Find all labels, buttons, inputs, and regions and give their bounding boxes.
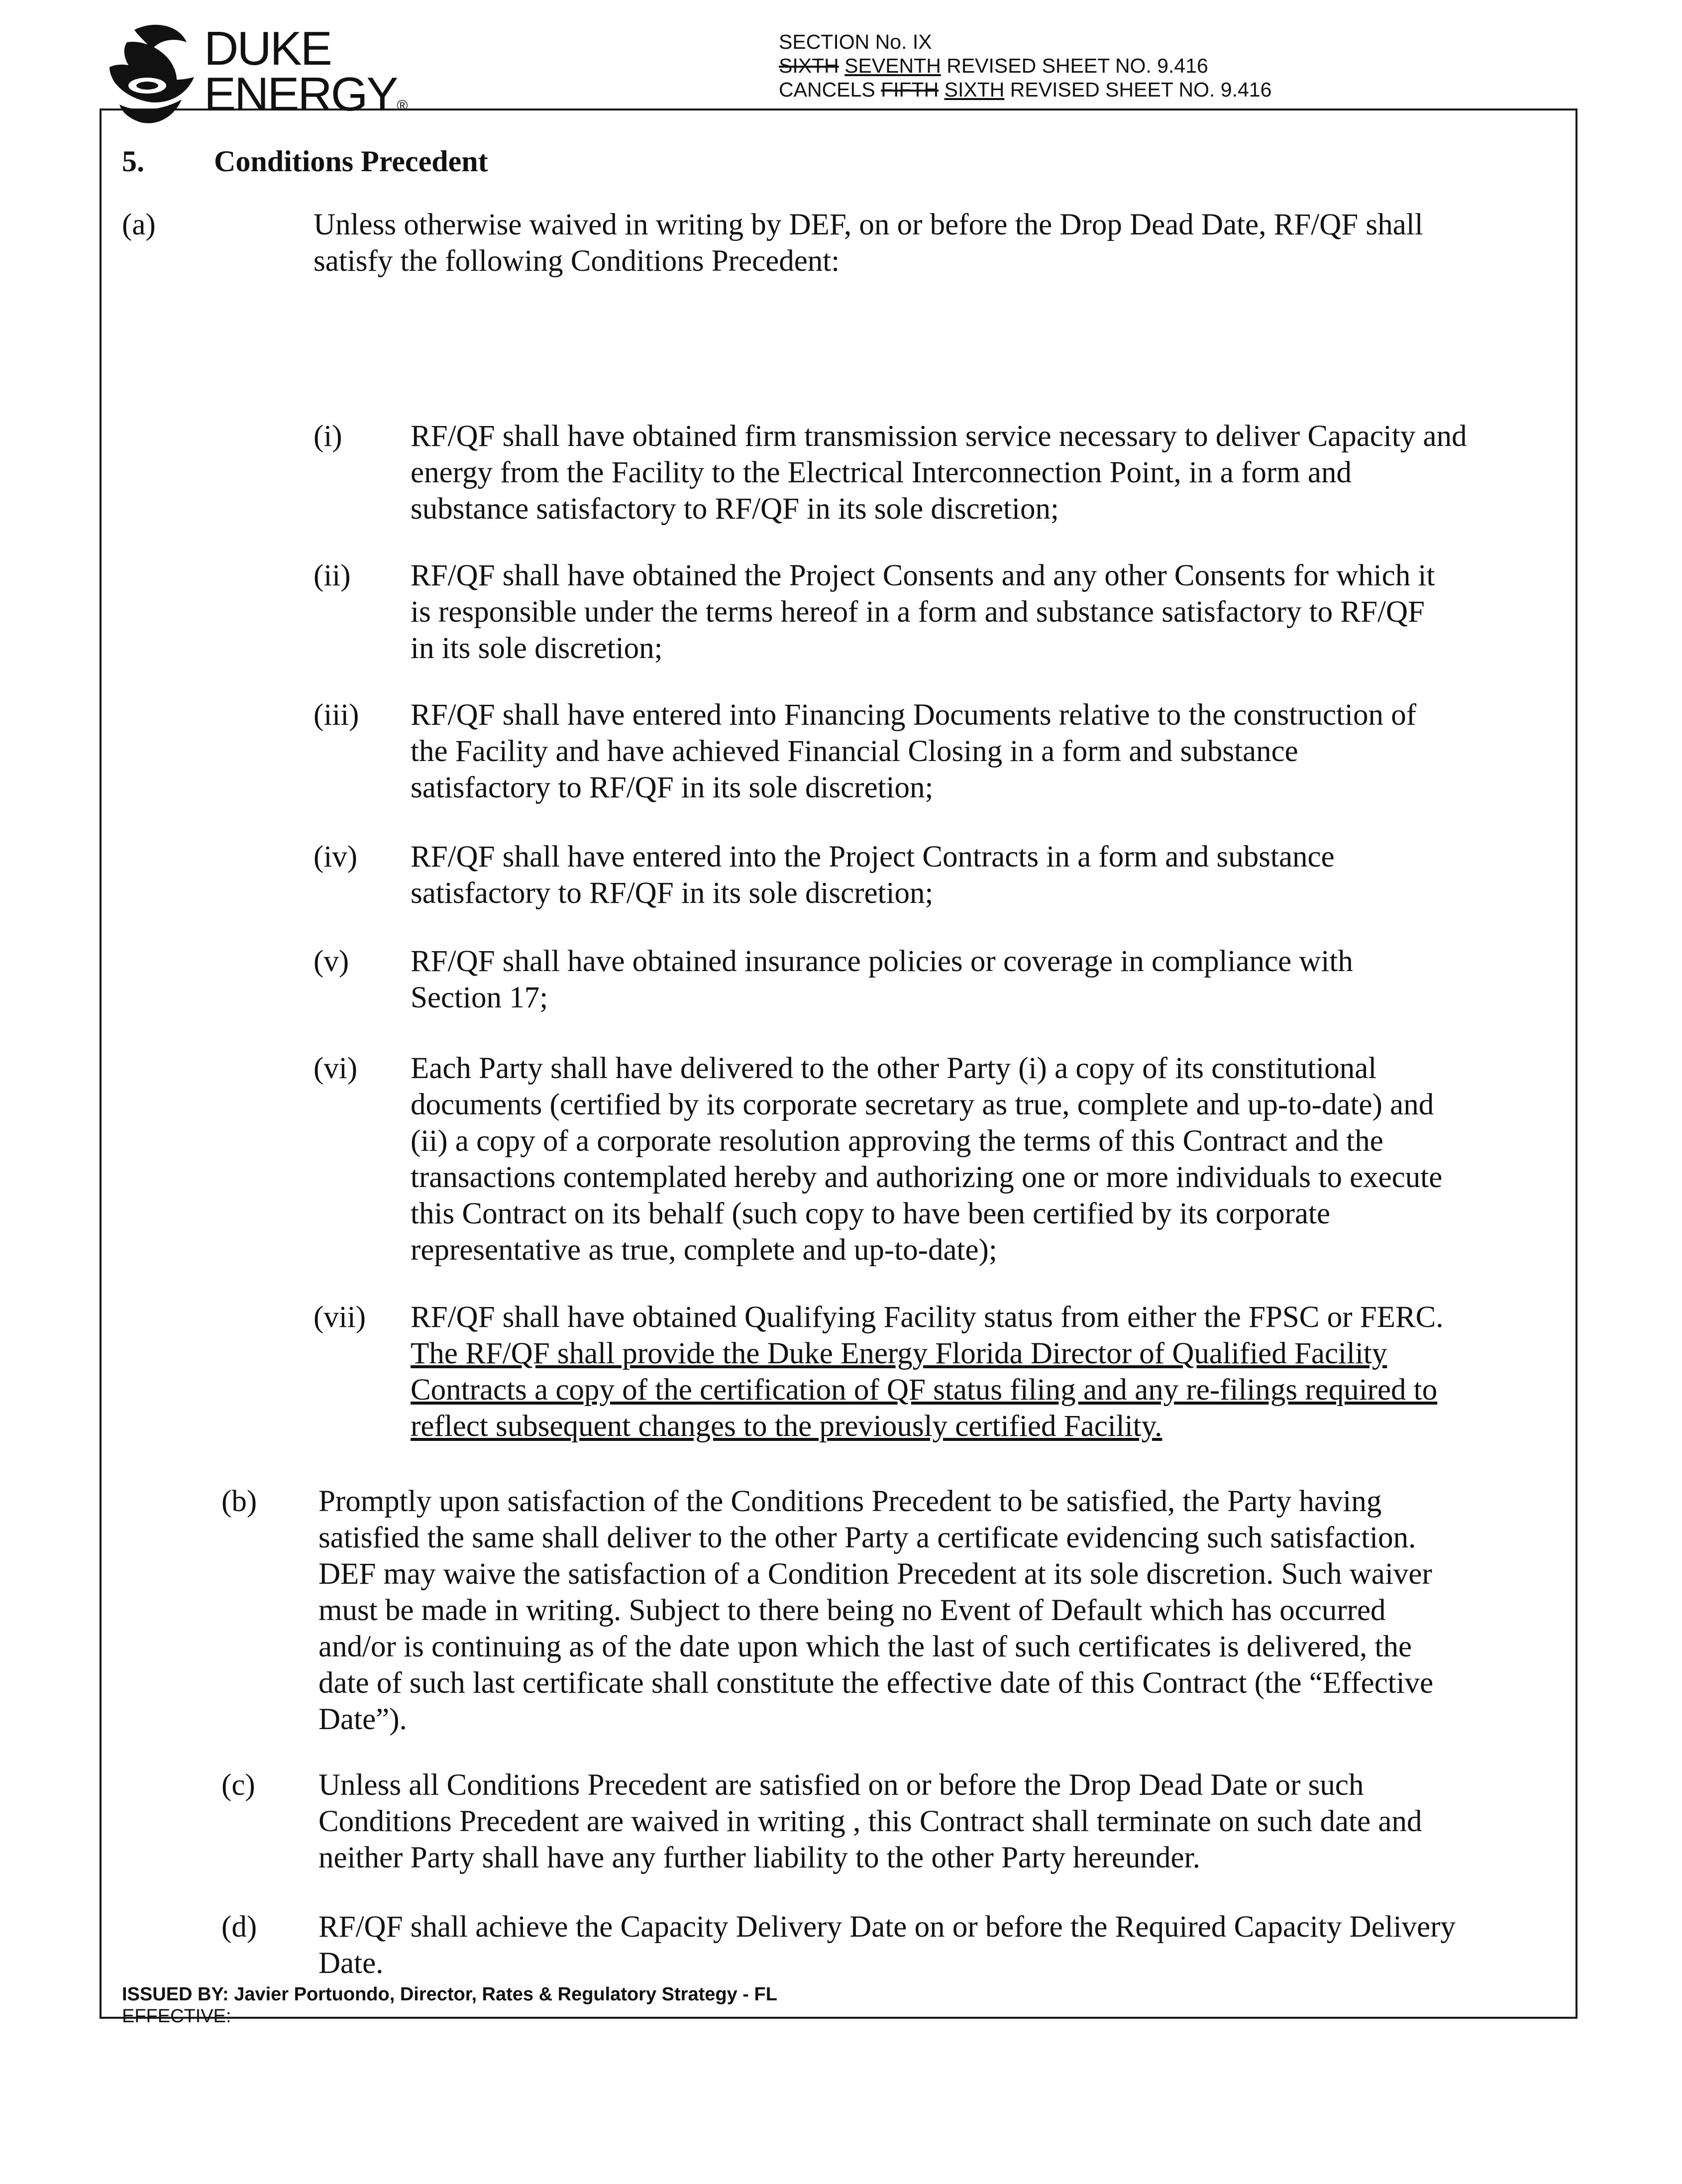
cancels-prefix: CANCELS — [779, 78, 875, 101]
item-ii-text: RF/QF shall have obtained the Project Consents and any other Consents for which it is responsible under the terms hereof in a form and substance satisfactory to RF/QF in its sole discretion; — [411, 559, 1435, 665]
item-vi-label: (vi) — [314, 1052, 358, 1085]
item-i-label: (i) — [314, 420, 342, 453]
cancels-rest: REVISED SHEET NO. 9.416 — [1010, 78, 1272, 101]
clause-d-text: RF/QF shall achieve the Capacity Delivery Date on or before the Required Capacity Delivery Date. — [318, 1910, 1456, 1980]
footer — [122, 1983, 777, 2027]
sheet-rest: REVISED SHEET NO. 9.416 — [946, 54, 1208, 77]
duke-energy-flame-icon — [100, 20, 199, 134]
clause-c-text: Unless all Conditions Precedent are satisfied on or before the Drop Dead Date or such Conditions Precedent are waived in writing , this Contract shall terminate on such date and neither Party shall have any further liability to the other Party hereunder. — [318, 1768, 1422, 1874]
new-sheet-ordinal: SEVENTH — [844, 54, 941, 77]
section-number: SECTION No. IX — [779, 30, 932, 53]
item-v-label: (v) — [314, 945, 349, 978]
item-v-text: RF/QF shall have obtained insurance policies or coverage in compliance with Section 17; — [411, 945, 1353, 1014]
clause-b-text: Promptly upon satisfaction of the Conditions Precedent to be satisfied, the Party having satisfied the same shall deliver to the other Party a certificate evidencing such satisfaction. DEF may waive the satisfaction of a Condition Precedent at its sole discretion. Such waiver must be made in writing. Subject to there being no Event of Default which has occurred and/or is continuing as of the date upon which the last of such certificates is delivered, the date of such last certificate shall constitute the effective date of this Contract (the “Effective Date”). — [318, 1485, 1434, 1736]
item-iii-label: (iii) — [314, 698, 359, 732]
clause-b-label: (b) — [221, 1485, 257, 1518]
logo-registered-mark: ® — [397, 98, 408, 114]
clause-a-text: Unless otherwise waived in writing by DEF, on or before the Drop Dead Date, RF/QF shall satisfy the following Conditions Precedent: — [314, 208, 1423, 278]
item-vii-text — [411, 1299, 1456, 1444]
clause-a-label: (a) — [122, 208, 156, 241]
revised-sheet-line — [779, 54, 1271, 78]
logo-line-1: DUKE — [204, 22, 331, 75]
item-vii-label: (vii) — [314, 1301, 366, 1334]
clause-c-label: (c) — [221, 1768, 255, 1802]
section-number-label: 5. — [122, 145, 144, 178]
item-vii-added-text: The RF/QF shall provide the Duke Energy Florida Director of Qualified Facility Contracts a copy of the certification of QF status filing and any re-filings required to reflect subsequent changes to the previously certified Facility. — [411, 1337, 1438, 1443]
item-iv-label: (iv) — [314, 840, 358, 874]
item-vii-original-text: RF/QF shall have obtained Qualifying Facility status from either the FPSC or FERC. — [411, 1301, 1444, 1334]
new-cancels-ordinal: SIXTH — [944, 78, 1005, 101]
sheet-header — [779, 30, 1271, 102]
struck-cancels-ordinal: FIFTH — [881, 78, 939, 101]
logo-line-2: ENERGY — [204, 68, 397, 121]
clause-d-label: (d) — [221, 1910, 257, 1944]
item-vi-text: Each Party shall have delivered to the other Party (i) a copy of its constitutional documents (certified by its corporate secretary as true, complete and up-to-date) and (ii) a copy of a corporate resolution approving the terms of this Contract and the transactions contemplated hereby and authorizing one or more individuals to execute this Contract on its behalf (such copy to have been certified by its corporate representative as true, complete and up-to-date); — [411, 1052, 1443, 1267]
item-ii-label: (ii) — [314, 559, 351, 592]
duke-energy-logo — [100, 20, 408, 139]
item-iii-text: RF/QF shall have entered into Financing Documents relative to the construction of the Facility and have achieved Financial Closing in a form and substance satisfactory to RF/QF in its sole discretion; — [411, 698, 1417, 804]
effective-label: EFFECTIVE: — [122, 2006, 231, 2027]
logo-wordmark — [204, 22, 408, 129]
item-i-text: RF/QF shall have obtained firm transmission service necessary to deliver Capacity and energy from the Facility to the Electrical Interconnection Point, in a form and substance satisfactory to RF/QF in its sole discretion; — [411, 420, 1467, 526]
item-iv-text: RF/QF shall have entered into the Project Contracts in a form and substance satisfactory to RF/QF in its sole discretion; — [411, 840, 1335, 910]
issued-by: ISSUED BY: Javier Portuondo, Director, Rates & Regulatory Strategy - FL — [122, 1984, 777, 2005]
section-title: Conditions Precedent — [214, 145, 488, 178]
cancels-line — [779, 78, 1271, 102]
struck-sheet-ordinal: SIXTH — [779, 54, 839, 77]
